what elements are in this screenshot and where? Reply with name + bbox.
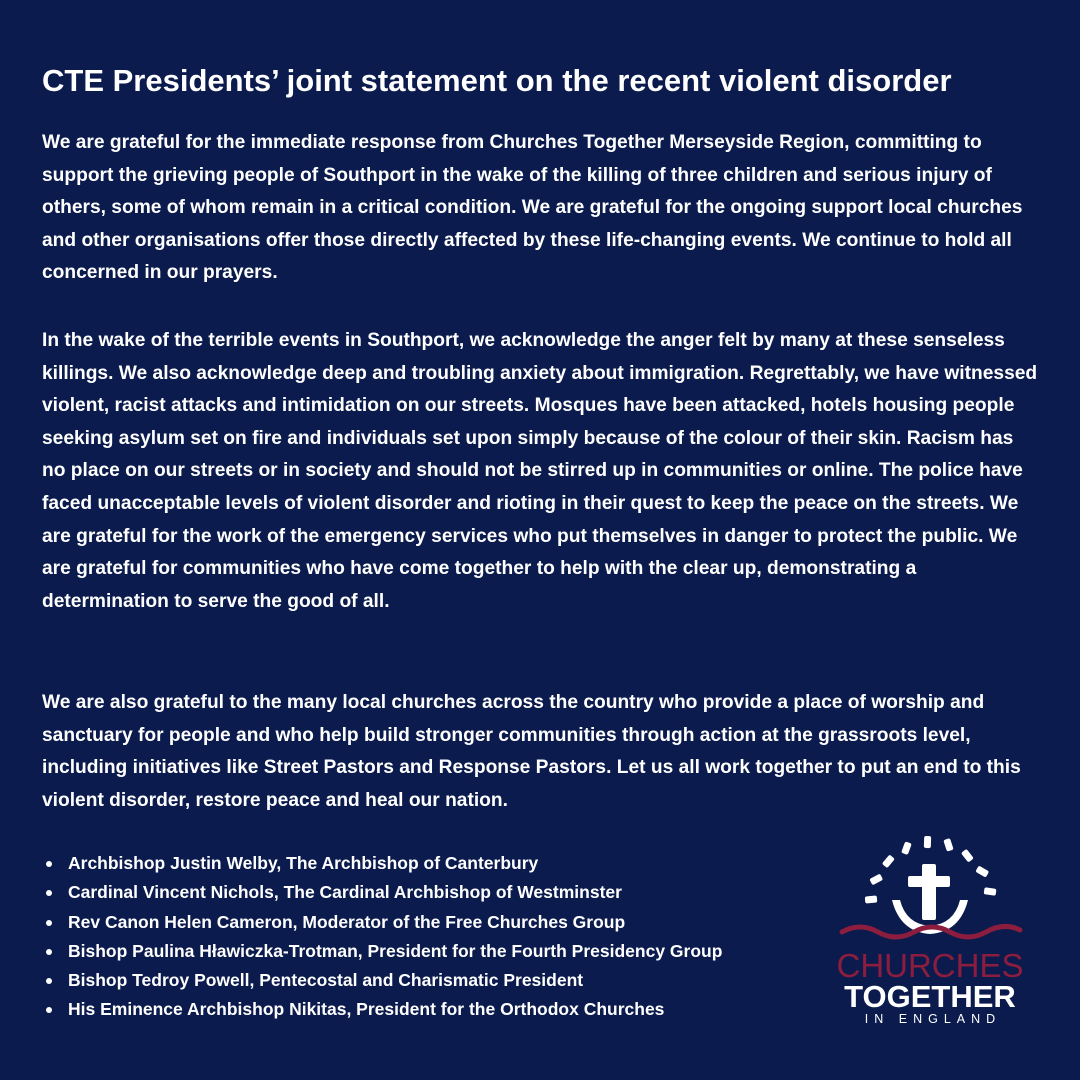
signatory-name: Cardinal Vincent Nichols, The Cardinal Archbishop of Westminster <box>68 882 622 903</box>
logo-text-together: TOGETHER <box>844 979 1016 1014</box>
signatory-name: His Eminence Archbishop Nikitas, President for the Orthodox Churches <box>68 999 665 1020</box>
cross-boat-sunburst-icon <box>830 834 1030 954</box>
logo-text-churches: CHURCHES <box>836 947 1024 984</box>
list-item <box>42 937 842 966</box>
churches-together-logo <box>830 834 1030 1034</box>
bullet-icon <box>46 949 52 955</box>
signatory-name: Bishop Tedroy Powell, Pentecostal and Charismatic President <box>68 970 584 991</box>
signatory-name: Bishop Paulina Hławiczka-Trotman, President for the Fourth Presidency Group <box>68 940 723 961</box>
logo-text-in-england: IN ENGLAND <box>864 1012 1002 1026</box>
list-item <box>42 878 842 907</box>
bullet-icon <box>46 978 52 984</box>
bullet-icon <box>46 920 52 926</box>
list-item <box>42 849 842 878</box>
bullet-icon <box>46 890 52 896</box>
statement-paragraph-1: We are grateful for the immediate response from Churches Together Merseyside Region, committing to support the grieving people of Southport in the wake of the killing of three children and serious injury of others, some of whom remain in a critical condition. We are grateful for the ongoing support local churches and other organisations offer those directly affected by these life-changing events. We continue to hold all concerned in our prayers. <box>42 132 1023 284</box>
list-item <box>42 966 842 995</box>
statement-paragraph-3: We are also grateful to the many local churches across the country who provide a place of worship and sanctuary for people and who help build stronger communities through action at the grassroots level, including initiatives like Street Pastors and Response Pastors. Let us all work together to put an end to this violent disorder, restore peace and heal our nation. <box>42 692 1021 811</box>
list-item <box>42 995 842 1024</box>
statement-paragraph-2: In the wake of the terrible events in Southport, we acknowledge the anger felt by many at these senseless killings. We also acknowledge deep and troubling anxiety about immigration. Regrettably, we have witnessed violent, racist attacks and intimidation on our streets. Mosques have been attacked, hotels housing people seeking asylum set on fire and individuals set upon simply because of the colour of their skin. Racism has no place on our streets or in society and should not be stirred up in communities or online. The police have faced unacceptable levels of violent disorder and rioting in their quest to keep the peace on the streets. We are grateful for the work of the emergency services who put themselves in danger to protect the public. We are grateful for communities who have come together to help with the clear up, demonstrating a determination to serve the good of all. <box>42 330 1038 612</box>
signatory-name: Archbishop Justin Welby, The Archbishop of Canterbury <box>68 853 539 873</box>
bullet-icon <box>46 1007 52 1013</box>
signatory-name: Rev Canon Helen Cameron, Moderator of the Free Churches Group <box>68 911 626 932</box>
page-title: CTE Presidents’ joint statement on the recent violent disorder <box>42 63 952 98</box>
signatories-list <box>42 849 842 1025</box>
bullet-icon <box>46 861 52 867</box>
list-item <box>42 908 842 937</box>
